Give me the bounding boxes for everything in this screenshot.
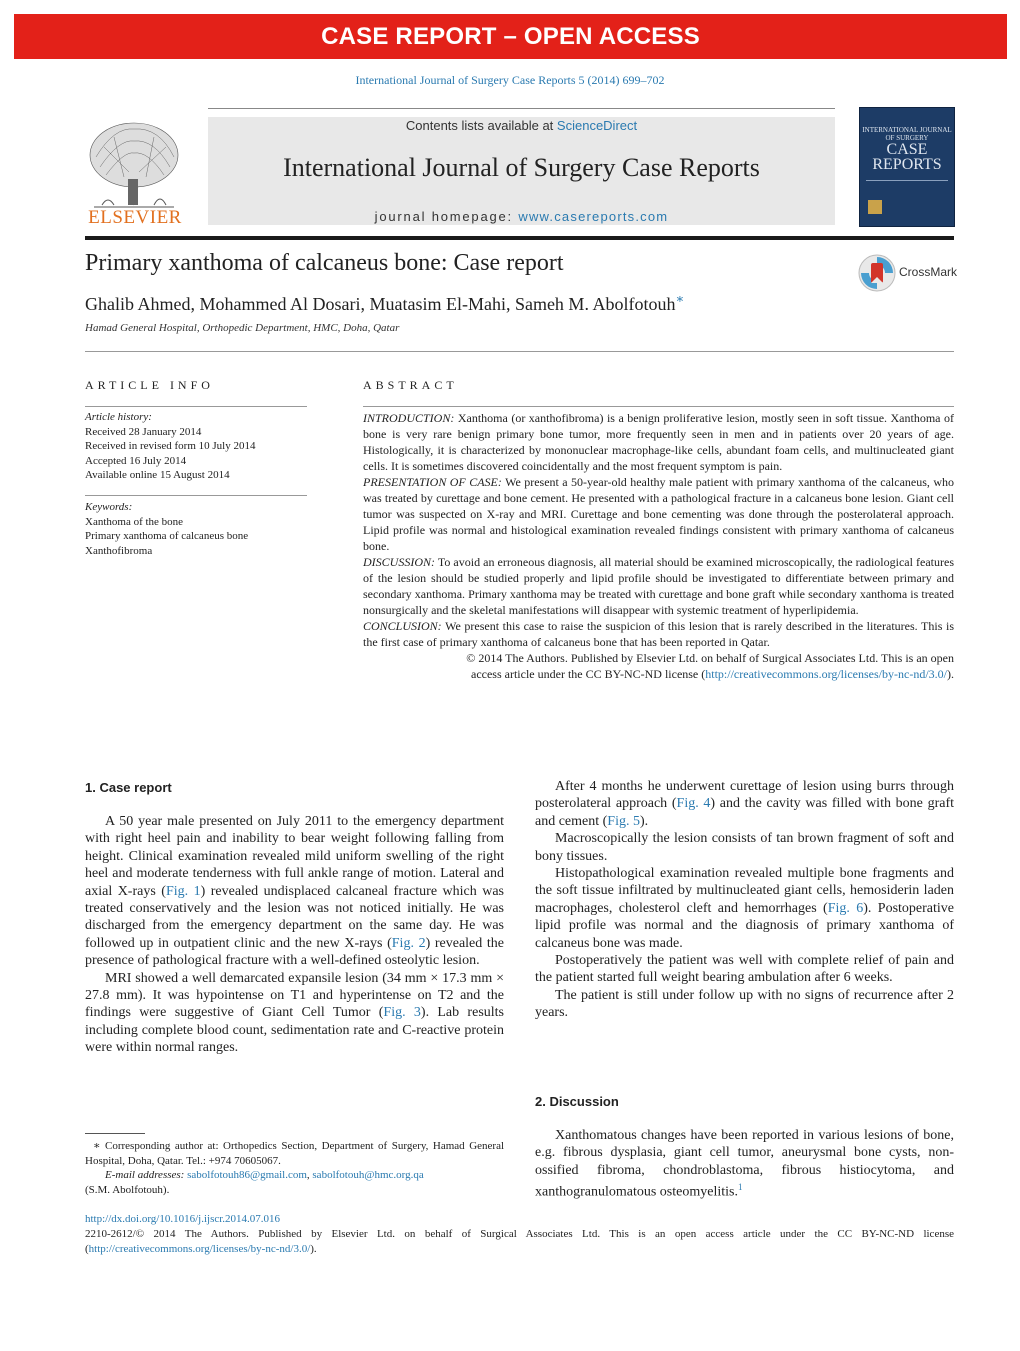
copyright-line2: access article under the CC BY-NC-ND license ( xyxy=(471,667,706,681)
case-paragraph: Macroscopically the lesion consists of tan brown fragment of soft and bony tissues. xyxy=(535,831,954,864)
history-label: Article history: xyxy=(85,411,152,423)
contents-prefix: Contents lists available at xyxy=(405,118,554,133)
elsevier-wordmark: ELSEVIER xyxy=(88,207,182,228)
doi-link[interactable]: http://dx.doi.org/10.1016/j.ijscr.2014.07.016 xyxy=(85,1213,281,1225)
discussion-text: To avoid an erroneous diagnosis, all material should be examined microscopically, the radiological features of the lesion should be studied properly and lipid profile should be investigated to differentiate between primary and secondary xanthoma. Primary xanthoma may be treated with curettage and bone graft while secondary xanthoma is treated nonsurgically and the skeletal manifestations will disappear with systemic treatment of hyperlipidemia. xyxy=(363,555,954,617)
contents-line xyxy=(208,117,835,133)
abstract-license xyxy=(363,666,954,682)
fig6-link[interactable]: Fig. 6 xyxy=(827,900,864,916)
case-paragraph xyxy=(535,865,954,952)
case-report-left-column xyxy=(85,813,504,1057)
conclusion-text: We present this case to raise the suspicion of this lesion that is rarely described in the literatures. This is the first case of primary xanthoma of calcaneus bone that has been reported in Qatar. xyxy=(363,619,954,649)
email-line xyxy=(85,1168,504,1183)
case-paragraph: Postoperatively the patient was well with complete relief of pain and the patient started full weight bearing ambulation after 6 weeks. xyxy=(535,953,954,986)
conclusion-label: CONCLUSION: xyxy=(363,619,442,633)
case-paragraph xyxy=(85,813,504,970)
paper-title: Primary xanthoma of calcaneus bone: Case report xyxy=(85,250,564,276)
crossmark-icon xyxy=(858,254,896,292)
author-list xyxy=(85,291,684,315)
abstract-introduction xyxy=(363,410,954,474)
fig2-link[interactable]: Fig. 2 xyxy=(391,935,426,951)
cover-journal-line: INTERNATIONAL JOURNAL OF SURGERY xyxy=(862,126,952,142)
case-paragraph xyxy=(535,778,954,830)
keywords-label: Keywords: xyxy=(85,501,133,513)
abstract-copyright xyxy=(363,650,954,666)
open-access-banner: CASE REPORT – OPEN ACCESS xyxy=(14,14,1007,59)
case-paragraph: The patient is still under follow up with no signs of recurrence after 2 years. xyxy=(535,987,954,1021)
article-info-heading: ARTICLE INFO xyxy=(85,378,214,392)
elsevier-logo xyxy=(84,117,186,227)
copyright-end: ). xyxy=(947,667,954,681)
article-info-rule xyxy=(85,406,307,407)
keyword: Xanthoma of the bone xyxy=(85,515,184,528)
fig4-link[interactable]: Fig. 4 xyxy=(676,796,711,812)
text-run: ). Postoperative lipid profile was normal and the diagnosis of primary xanthoma of calcaneus bone was made. xyxy=(535,900,955,951)
homepage-line xyxy=(208,209,835,224)
affiliation: Hamad General Hospital, Orthopedic Department, HMC, Doha, Qatar xyxy=(85,322,400,334)
discussion-paragraph xyxy=(535,1127,954,1201)
abstract-rule xyxy=(363,406,954,407)
crossmark-label[interactable]: CrossMark xyxy=(899,265,958,279)
presentation-label: PRESENTATION OF CASE: xyxy=(363,475,502,489)
discussion-label: DISCUSSION: xyxy=(363,555,435,569)
corresponding-author-mark[interactable]: ∗ xyxy=(675,291,685,306)
presentation-text: We present a 50-year-old healthy male patient with primary xanthoma of the calcaneus, who was treated by curettage and bone cement. He presented with a pathological fracture in a calcaneus bone lesion. Giant cell tumor was suspected on X-ray and MRI. Curettage and bone cementing was done through the posterolateral approach. Lipid profile was normal and histological examination revealed findings consistent with primary xanthoma of calcaneus bone. xyxy=(363,475,954,553)
homepage-link[interactable]: www.casereports.com xyxy=(518,209,669,224)
journal-title: International Journal of Surgery Case Reports xyxy=(283,153,760,182)
email-link-1[interactable]: sabolfotouh86@gmail.com xyxy=(187,1169,307,1181)
case-report-right-column xyxy=(535,778,954,1022)
history-revised: Received in revised form 10 July 2014 xyxy=(85,440,256,452)
sciencedirect-link[interactable]: ScienceDirect xyxy=(556,118,638,133)
homepage-prefix: journal homepage: xyxy=(374,209,513,224)
abstract-conclusion xyxy=(363,618,954,650)
corresponding-text: Corresponding author at: Orthopedics Section, Department of Surgery, Hamad General Hospital, Doha, Qatar. Tel.: +974 70605067. xyxy=(85,1140,505,1167)
fig3-link[interactable]: Fig. 3 xyxy=(383,1005,421,1021)
keyword: Xanthofibroma xyxy=(85,544,153,557)
discussion-body xyxy=(535,1127,954,1201)
abstract-body xyxy=(363,410,954,682)
text-run: After 4 months he underwent curettage of lesion using burrs through posterolateral approach ( xyxy=(535,779,954,812)
header-rule xyxy=(85,236,954,240)
email-separator: , xyxy=(306,1169,310,1181)
text-run: ). Lab results including complete blood count, sedimentation rate and C-reactive protein were within normal ranges. xyxy=(85,1005,504,1056)
reference-1-link[interactable]: 1 xyxy=(737,1182,743,1193)
text-run: ) revealed undisplaced calcaneal fracture which was treated conservatively and the lesion was not noticed initially. He was discharged from the emergency department on the same day. He was followed up in outpatient clinic and the new X-rays ( xyxy=(85,883,504,951)
email-link-2[interactable]: sabolfotouh@hmc.org.qa xyxy=(312,1169,424,1181)
keyword: Primary xanthoma of calcaneus bone xyxy=(85,530,249,542)
email-owner: (S.M. Abolfotouh). xyxy=(85,1183,170,1196)
text-run: Histopathological examination revealed multiple bone fragments and the soft tissue infiltrated by multinucleated giant cells, hemosiderin laden macrophages, cholesterol cleft and hemorrhages ( xyxy=(535,866,954,916)
text-run: Xanthomatous changes have been reported in various lesions of bone, e.g. fibrous dysplasia, giant cell tumor, aneurysmal bone cysts, non-ossified fibroma, chondroblastoma, fibrous histiocytoma, and xanthogranulomatous osteomyelitis. xyxy=(535,1128,954,1200)
intro-label: INTRODUCTION: xyxy=(363,411,455,425)
journal-masthead xyxy=(208,117,835,225)
footer-end: ). xyxy=(310,1243,317,1255)
doi-footer xyxy=(85,1212,954,1257)
text-run: MRI showed a well demarcated expansile lesion (34 mm × 17.3 mm × 27.8 mm). It was hypointense on T1 and hyperintense on T2 and the findings were suggestive of Giant Cell Tumor ( xyxy=(85,970,504,1021)
journal-citation[interactable]: International Journal of Surgery Case Reports 5 (2014) 699–702 xyxy=(355,73,665,87)
discussion-heading: 2. Discussion xyxy=(535,1094,619,1109)
journal-cover[interactable] xyxy=(859,107,955,227)
crossmark-badge[interactable] xyxy=(858,254,896,297)
intro-text: Xanthoma (or xanthofibroma) is a benign proliferative lesion, mostly seen in soft tissue. Xanthoma of bone is very rare benign primary bone tumor, more frequently seen in men and in patients over 20 years of age. Histologically, it is characterized by mononuclear macrophage-like cells, abundant foam cells, and multinucleated giant cells. It is sometimes discovered coincidentally and the most frequent symptom is pain. xyxy=(363,411,954,473)
corresponding-note xyxy=(85,1139,504,1168)
license-link[interactable]: http://creativecommons.org/licenses/by-nc-nd/3.0/ xyxy=(705,667,947,681)
text-run: A 50 year male presented on July 2011 to the emergency department with right heel pain and inability to bear weight following falling from height. Clinical examination revealed mild uniform swelling of the right heel and moderate tenderness with full ankle range of motion. Lateral and axial X-rays ( xyxy=(85,814,504,899)
masthead-top-rule xyxy=(208,108,835,109)
text-run: ). xyxy=(639,813,649,829)
text-run: ) revealed the presence of pathological fracture with a well-defined osteolytic lesion. xyxy=(85,935,504,969)
email-label: E-mail addresses: xyxy=(105,1169,185,1181)
keywords-block xyxy=(85,500,307,558)
history-received: Received 28 January 2014 xyxy=(85,425,202,438)
case-report-heading: 1. Case report xyxy=(85,780,172,795)
title-bottom-rule xyxy=(85,351,954,352)
case-paragraph xyxy=(85,970,504,1057)
history-accepted: Accepted 16 July 2014 xyxy=(85,454,187,467)
authors-text: Ghalib Ahmed, Mohammed Al Dosari, Muatasim El-Mahi, Sameh M. Abolfotouh xyxy=(85,294,676,314)
abstract-heading: ABSTRACT xyxy=(363,378,458,392)
issn-license-line xyxy=(85,1227,954,1257)
abstract-presentation xyxy=(363,474,954,554)
cover-divider xyxy=(866,180,948,181)
footnote-mark: ∗ xyxy=(93,1140,101,1152)
footer-license-link[interactable]: http://creativecommons.org/licenses/by-nc-nd/3.0/ xyxy=(88,1243,311,1255)
article-history xyxy=(85,410,307,483)
footnote-rule xyxy=(85,1133,145,1134)
footnote xyxy=(85,1139,504,1197)
abstract-discussion xyxy=(363,554,954,618)
keywords-rule xyxy=(85,495,307,496)
fig5-link[interactable]: Fig. 5 xyxy=(607,813,640,829)
history-online: Available online 15 August 2014 xyxy=(85,469,230,481)
cover-case-reports: CASE REPORTS xyxy=(872,141,942,173)
issn-text: 2210-2612/© 2014 The Authors. Published by Elsevier Ltd. on behalf of Surgical Associates Ltd. This is an open access article under the CC BY-NC-ND license ( xyxy=(85,1228,954,1255)
copyright-line1: © 2014 The Authors. Published by Elsevier Ltd. on behalf of Surgical Associates Ltd. This is an open xyxy=(466,651,954,665)
cover-emblem-icon xyxy=(868,200,882,214)
fig1-link[interactable]: Fig. 1 xyxy=(165,883,201,899)
text-run: ) and the cavity was filled with bone graft and cement ( xyxy=(535,796,954,829)
